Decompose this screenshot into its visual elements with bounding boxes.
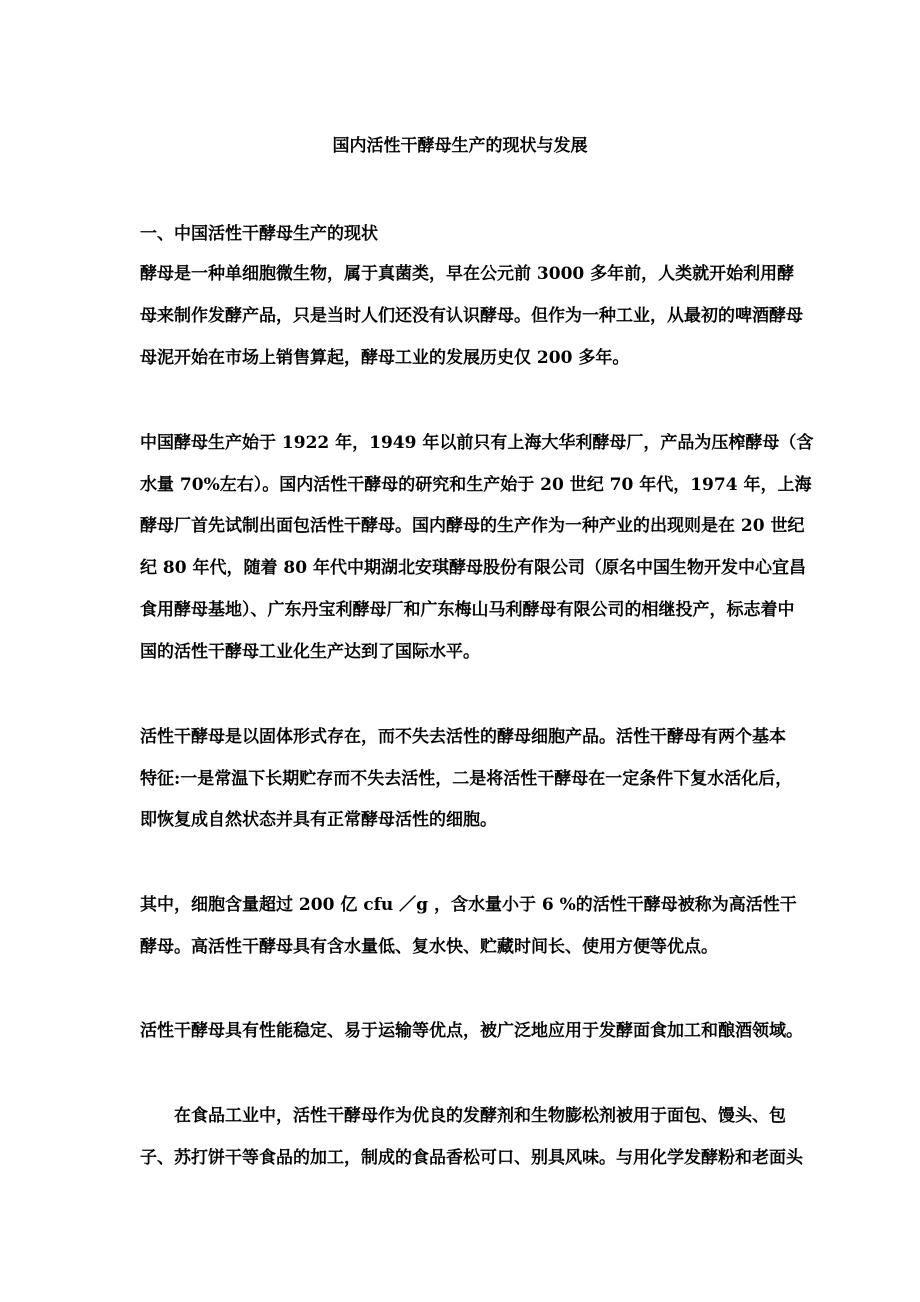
paragraph-line: 活性干酵母具有性能稳定、易于运输等优点，被广泛地应用于发酵面食加工和酿酒领域。 bbox=[140, 1021, 803, 1041]
paragraph-line: 中国酵母生产始于 1922 年，1949 年以前只有上海大华利酵母厂，产品为压榨酵母（含 bbox=[140, 433, 814, 453]
paragraph-line: 水量 70%左右）。国内活性干酵母的研究和生产始于 20 世纪 70 年代，1974 年，上海 bbox=[140, 475, 812, 495]
paragraph-line: 母来制作发酵产品，只是当时人们还没有认识酵母。但作为一种工业，从最初的啤酒酵母 bbox=[140, 306, 803, 326]
paragraph-line: 活性干酵母是以固体形式存在，而不失去活性的酵母细胞产品。活性干酵母有两个基本 bbox=[140, 727, 786, 747]
paragraph-line: 母泥开始在市场上销售算起，酵母工业的发展历史仅 200 多年。 bbox=[140, 348, 630, 368]
paragraph-line: 特征:一是常温下长期贮存而不失去活性，二是将活性干酵母在一定条件下复水活化后， bbox=[140, 769, 793, 789]
document-title: 国内活性干酵母生产的现状与发展 bbox=[332, 136, 588, 156]
paragraph-line: 即恢复成自然状态并具有正常酵母活性的细胞。 bbox=[140, 810, 497, 830]
paragraph-line: 国的活性干酵母工业化生产达到了国际水平。 bbox=[140, 642, 480, 662]
paragraph-line: 酵母厂首先试制出面包活性干酵母。国内酵母的生产作为一种产业的出现则是在 20 世纪 bbox=[140, 516, 805, 536]
paragraph-line: 在食品工业中，活性干酵母作为优良的发酵剂和生物膨松剂被用于面包、馒头、包 bbox=[140, 1106, 786, 1126]
paragraph-line: 食用酵母基地）、广东丹宝利酵母厂和广东梅山马利酵母有限公司的相继投产，标志着中 bbox=[140, 600, 795, 620]
paragraph-line: 纪 80 年代，随着 80 年代中期湖北安琪酵母股份有限公司（原名中国生物开发中心宜昌 bbox=[140, 558, 806, 578]
paragraph-line: 酵母是一种单细胞微生物，属于真菌类，早在公元前 3000 多年前，人类就开始利用酵 bbox=[140, 264, 795, 284]
paragraph-line: 其中，细胞含量超过 200 亿 cfu ／g ，含水量小于 6 %的活性干酵母被称为高活性干 bbox=[140, 895, 797, 915]
paragraph-line: 子、苏打饼干等食品的加工，制成的食品香松可口、别具风味。与用化学发酵粉和老面头 bbox=[140, 1148, 803, 1168]
paragraph-line: 酵母。高活性干酵母具有含水量低、复水快、贮藏时间长、使用方便等优点。 bbox=[140, 937, 718, 957]
section-heading: 一、中国活性干酵母生产的现状 bbox=[140, 224, 378, 244]
